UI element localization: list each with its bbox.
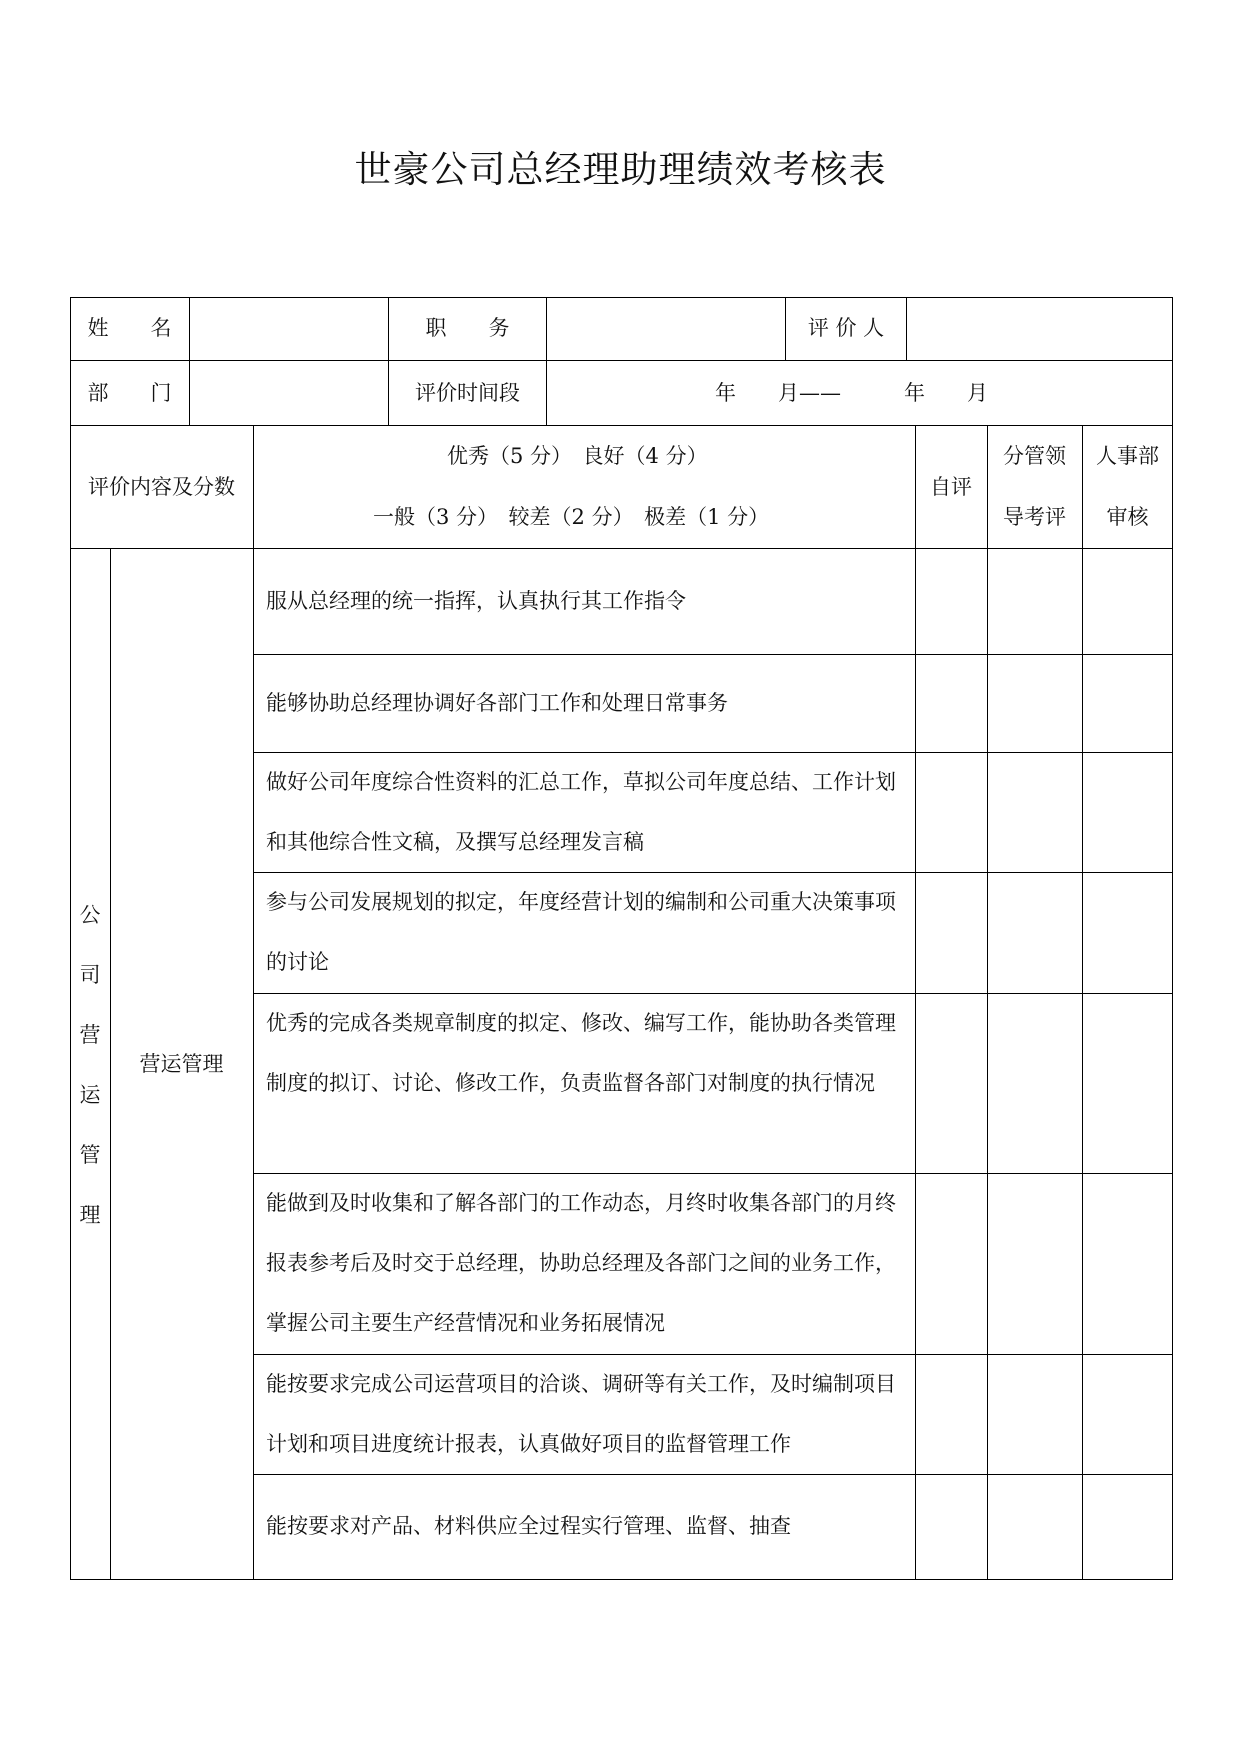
criteria-item-6: 能做到及时收集和了解各部门的工作动态，月终时收集各部门的月终报表参考后及时交于总经理，协助总经理及各部门之间的业务工作，掌握公司主要生产经营情况和业务拓展情况: [266, 1191, 896, 1335]
position-label: 职 务: [425, 316, 510, 340]
category-char: 公: [79, 903, 101, 927]
content-score-label: 评价内容及分数: [88, 475, 235, 499]
criteria-item-4: 参与公司发展规划的拟定，年度经营计划的编制和公司重大决策事项的讨论: [266, 890, 896, 974]
leader-eval-header-line1: 分管领: [1003, 444, 1066, 468]
self-eval-header: 自评: [930, 475, 972, 499]
department-field[interactable]: [190, 361, 387, 425]
leader-eval-header-line2: 导考评: [1003, 505, 1066, 529]
subcategory-label: 营运管理: [139, 1052, 224, 1076]
category-char: 营: [79, 1023, 101, 1047]
name-label: 姓 名: [87, 316, 172, 340]
leader-score-cell[interactable]: [988, 549, 1082, 654]
criteria-item-5: 优秀的完成各类规章制度的拟定、修改、编写工作，能协助各类管理制度的拟订、讨论、修改工作，负责监督各部门对制度的执行情况: [266, 1011, 896, 1095]
category-char: 运: [79, 1083, 101, 1107]
hr-review-header-line1: 人事部: [1096, 444, 1159, 468]
criteria-item-1: 服从总经理的统一指挥，认真执行其工作指令: [266, 589, 686, 613]
criteria-item-8: 能按要求对产品、材料供应全过程实行管理、监督、抽查: [266, 1514, 791, 1538]
department-label: 部 门: [87, 381, 172, 405]
evaluator-field[interactable]: [907, 298, 1172, 360]
position-field[interactable]: [547, 298, 784, 360]
period-label: 评价时间段: [415, 381, 520, 405]
criteria-item-2: 能够协助总经理协调好各部门工作和处理日常事务: [266, 691, 728, 715]
score-scale-line2: 一般（3 分） 较差（2 分） 极差（1 分）: [373, 505, 770, 529]
category-char: 管: [79, 1143, 101, 1167]
criteria-item-3: 做好公司年度综合性资料的汇总工作，草拟公司年度总结、工作计划和其他综合性文稿，及撰写总经理发言稿: [266, 770, 896, 854]
period-value[interactable]: 年 月—— 年 月: [715, 381, 988, 405]
self-score-cell[interactable]: [916, 549, 987, 654]
score-scale-line1: 优秀（5 分） 良好（4 分）: [447, 444, 708, 468]
category-label: [70, 885, 110, 1245]
category-char: 理: [79, 1203, 101, 1227]
name-field[interactable]: [190, 298, 387, 360]
criteria-item-7: 能按要求完成公司运营项目的洽谈、调研等有关工作，及时编制项目计划和项目进度统计报表，认真做好项目的监督管理工作: [266, 1372, 896, 1456]
page-title: 世豪公司总经理助理绩效考核表: [354, 148, 887, 191]
hr-score-cell[interactable]: [1083, 549, 1172, 654]
evaluator-label: 评 价 人: [807, 316, 885, 340]
hr-review-header-line2: 审核: [1106, 505, 1149, 529]
category-char: 司: [79, 963, 101, 987]
